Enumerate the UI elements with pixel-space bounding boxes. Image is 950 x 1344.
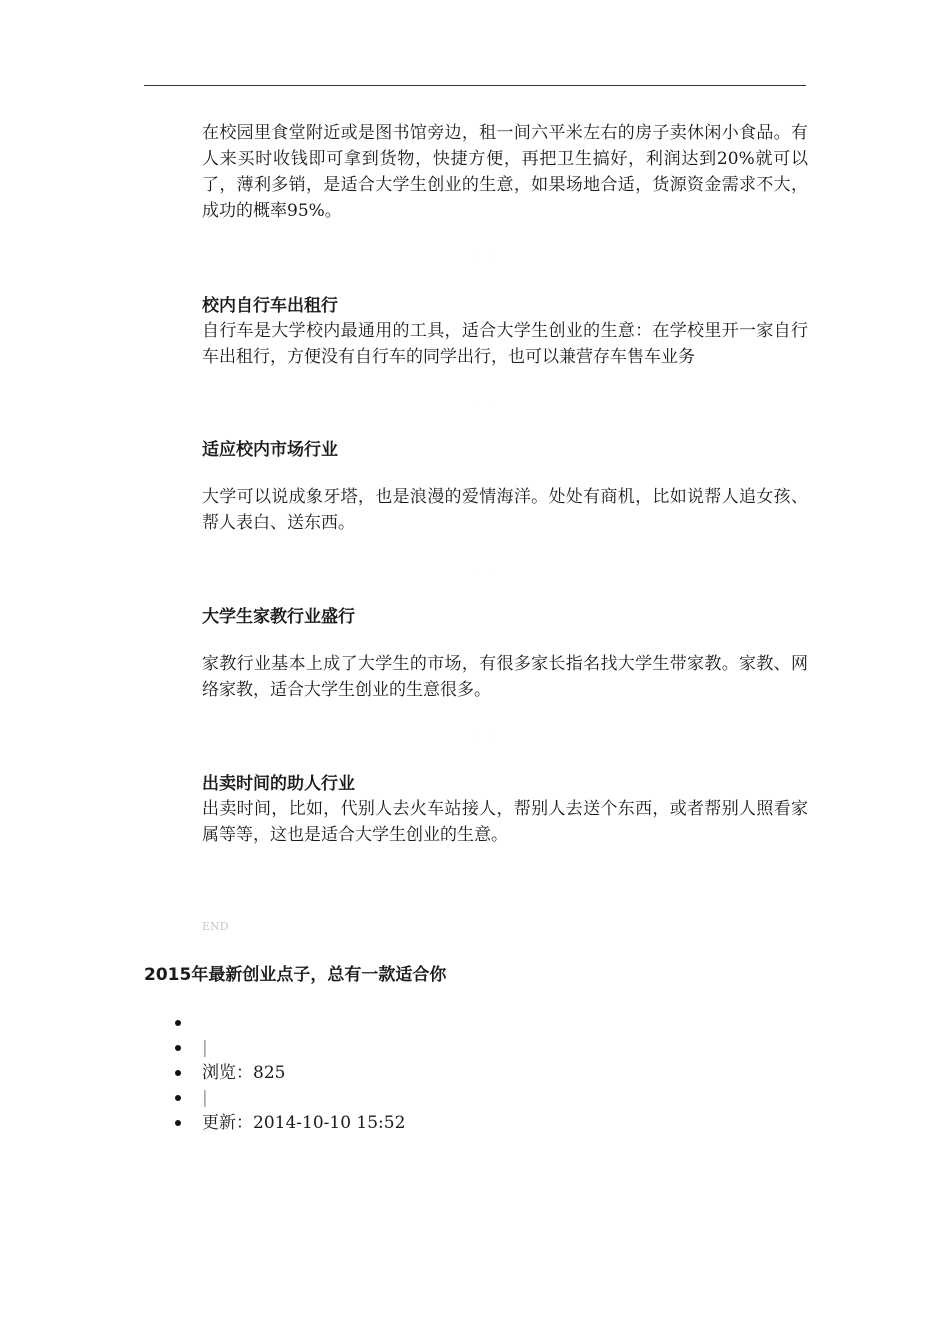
top-divider (144, 85, 806, 86)
section-4-heading: 大学生家教行业盛行 (202, 607, 355, 627)
bullet-icon (175, 1045, 181, 1051)
section-divider-mark: ·· (472, 252, 508, 263)
section-4-body: 家教行业基本上成了大学生的市场，有很多家长指名找大学生带家教。家教、网络家教，适合大学生创业的生意很多。 (202, 654, 808, 700)
views-count: 浏览：825 (202, 1063, 286, 1083)
section-1-body: 在校园里食堂附近或是图书馆旁边，租一间六平米左右的房子卖休闲小食品。有人来买时收钱即可拿到货物，快捷方便，再把卫生搞好，利润达到20%就可以了，薄利多销，是适合大学生创业的生意，如果场地合适，货源资金需求不大，成功的概率95%。 (202, 123, 808, 221)
meta-separator: | (202, 1038, 208, 1058)
bullet-icon (175, 1120, 181, 1126)
bullet-icon (175, 1020, 181, 1026)
meta-item-views (202, 1061, 405, 1086)
section-divider-mark: ·· (472, 398, 508, 409)
section-divider-mark: ·· (472, 565, 508, 576)
bullet-icon (175, 1070, 181, 1076)
section-5-body: 出卖时间，比如，代别人去火车站接人，帮别人去送个东西，或者帮别人照看家属等等，这也是适合大学生创业的生意。 (202, 799, 808, 845)
bullet-icon (175, 1095, 181, 1101)
meta-item-separator (202, 1036, 405, 1061)
section-3-body: 大学可以说成象牙塔，也是浪漫的爱情海洋。处处有商机，比如说帮人追女孩、帮人表白、送东西。 (202, 487, 808, 533)
meta-item-empty (202, 1011, 405, 1036)
meta-item-separator (202, 1086, 405, 1111)
meta-item-updated (202, 1111, 405, 1136)
section-divider-mark: ·· (472, 732, 508, 743)
article-title-link[interactable]: 2015年最新创业点子，总有一款适合你 (144, 965, 447, 985)
section-2-heading: 校内自行车出租行 (202, 296, 338, 316)
section-5-heading: 出卖时间的助人行业 (202, 774, 355, 794)
article-meta-list (202, 1011, 405, 1136)
section-2-body: 自行车是大学校内最通用的工具，适合大学生创业的生意：在学校里开一家自行车出租行，方便没有自行车的同学出行，也可以兼营存车售车业务 (202, 321, 808, 367)
end-mark: END (202, 920, 229, 933)
meta-separator: | (202, 1088, 208, 1108)
section-3-heading: 适应校内市场行业 (202, 440, 338, 460)
updated-time: 更新：2014-10-10 15:52 (202, 1113, 406, 1133)
